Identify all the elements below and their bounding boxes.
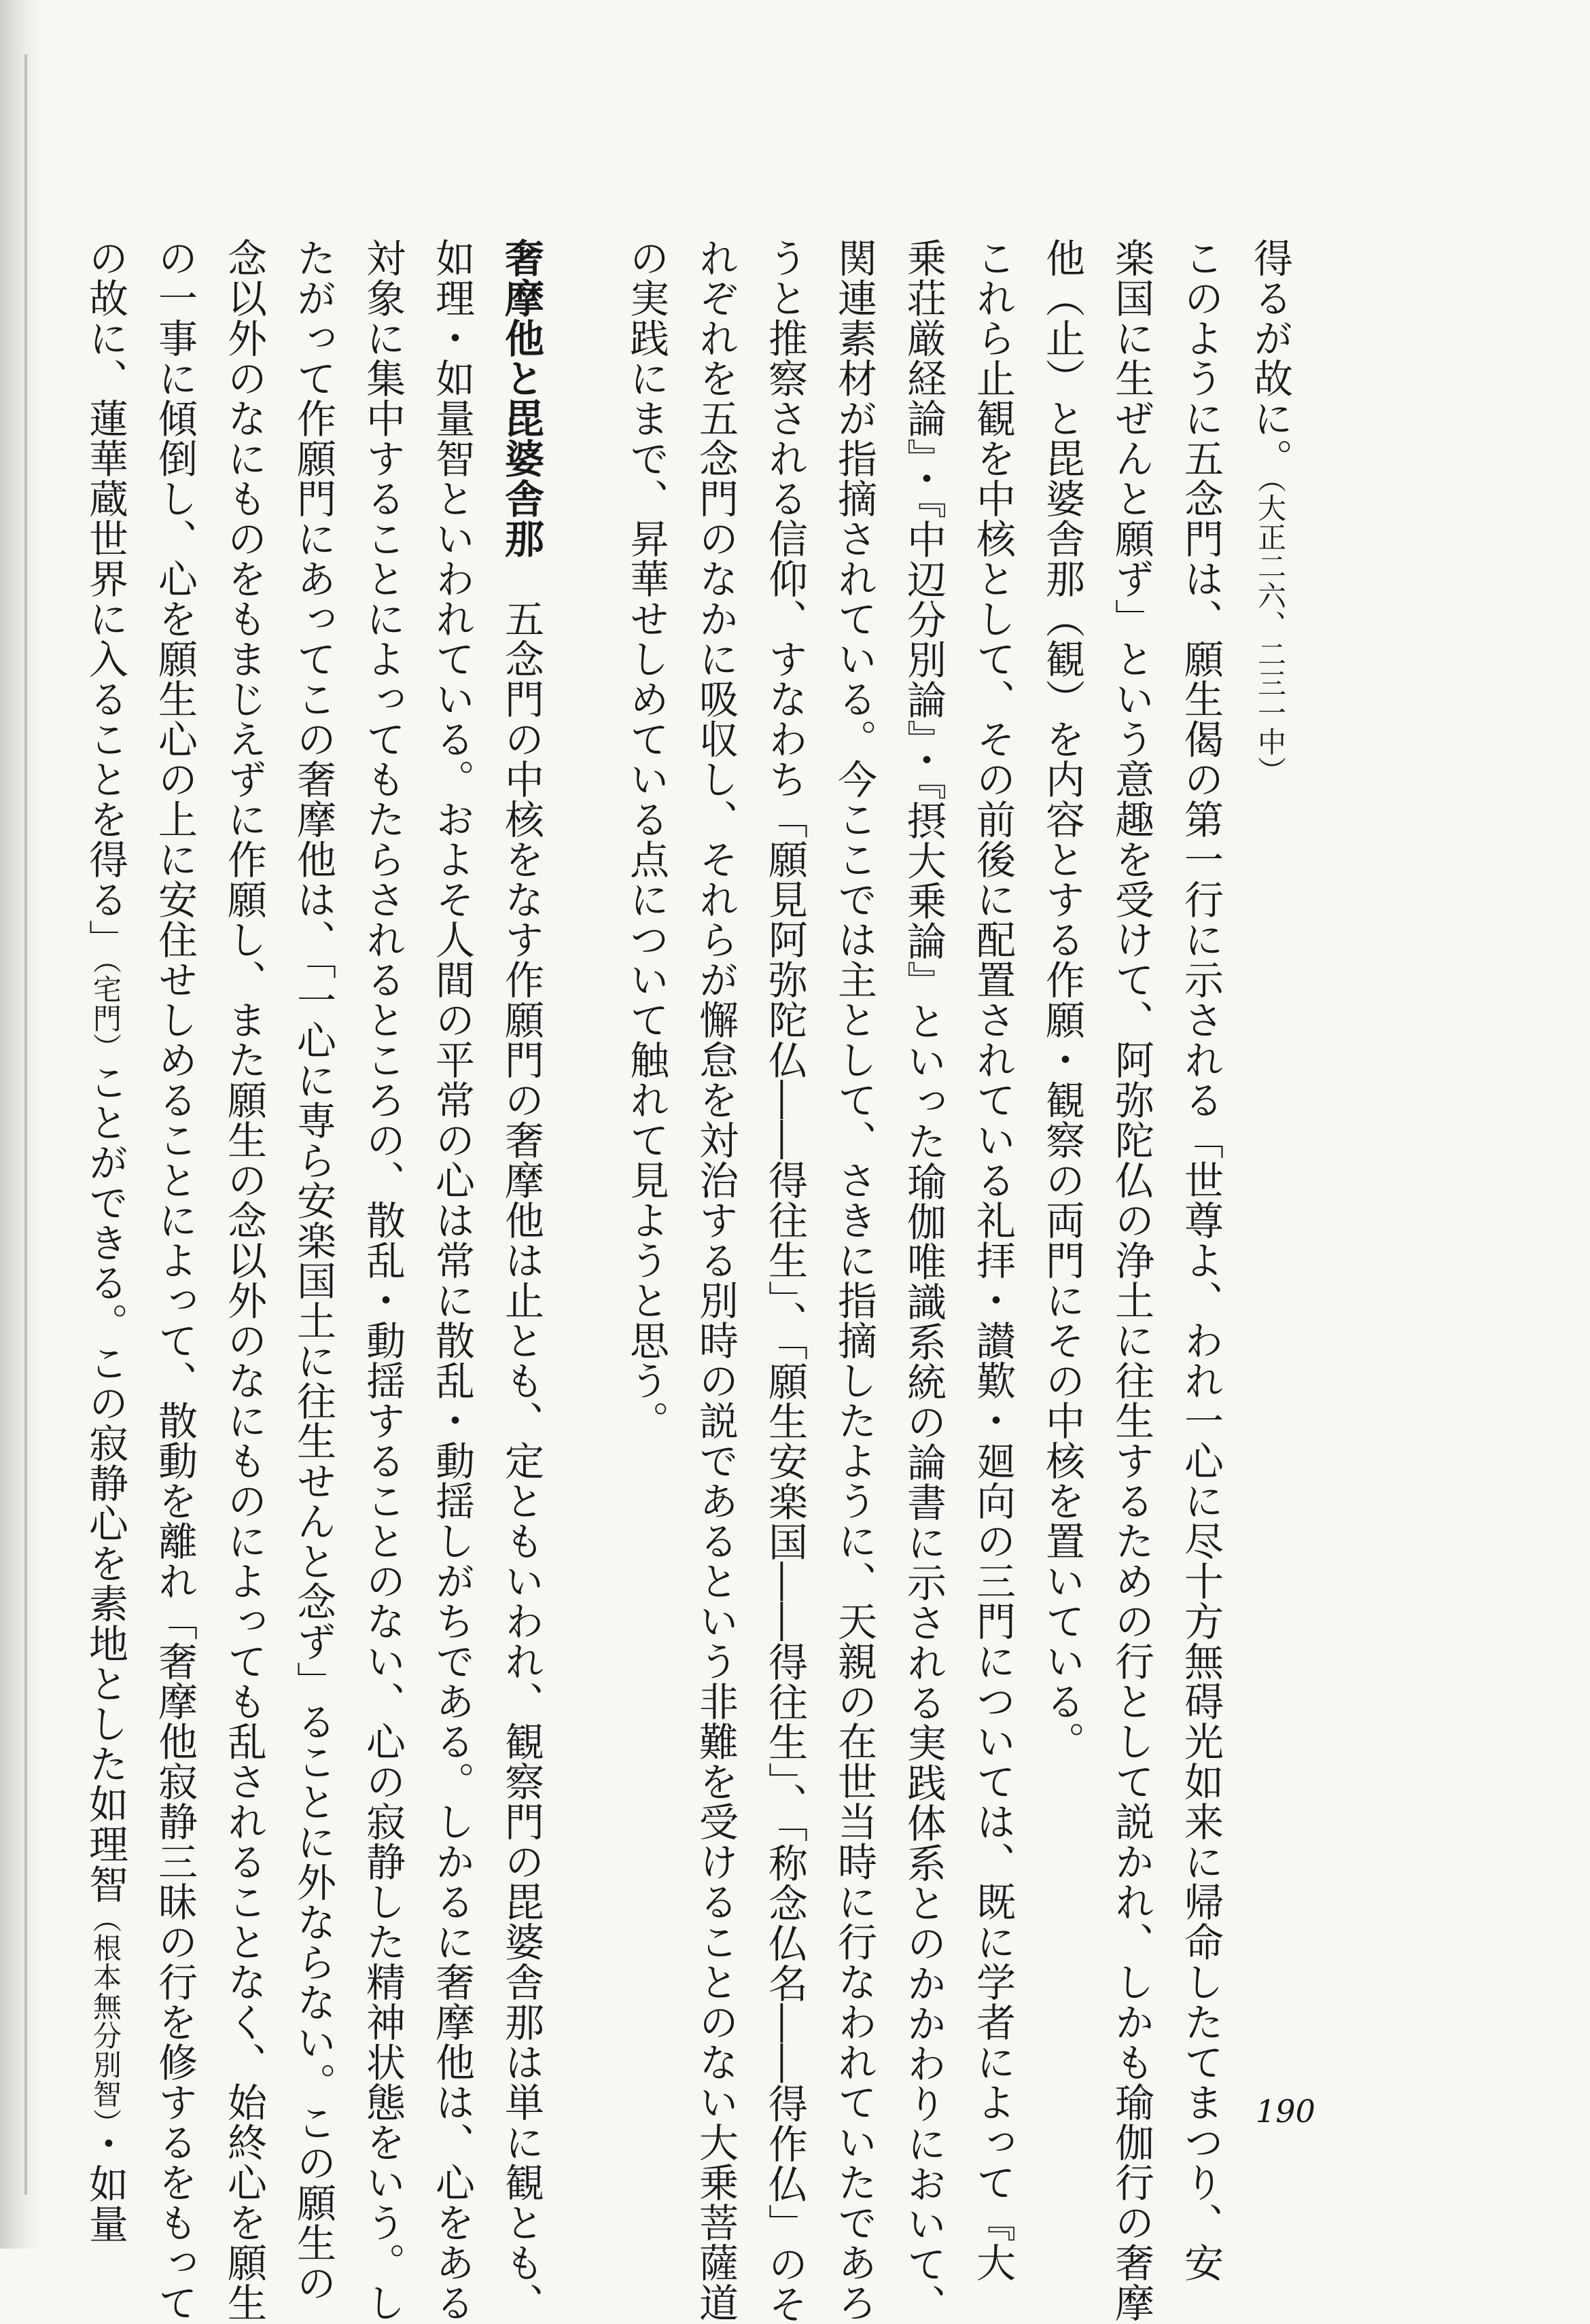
text-line: たがって作願門にあってこの奢摩他は、「一心に専ら安楽国土に往生せんと念ず」ることに外ならない。この願生の [290, 238, 336, 2303]
citation-note: （宅門） [89, 959, 122, 1062]
section-heading-line: 奢摩他と毘婆舎那 五念門の中核をなす作願門の奢摩他は止とも、定ともいわれ、観察門の毘婆舎那は単に観とも、 [498, 238, 544, 2323]
text-line: 関連素材が指摘されている。今ここでは主として、さきに指摘したように、天親の在世当時に行なわれていたであろ [831, 238, 877, 2323]
citation-note: （根本無分別智） [89, 1904, 122, 2124]
text-line: の故に、蓮華蔵世界に入ることを得る」（宅門）ことができる。この寂静心を素地とした如理智（根本無分別智）・如量 [82, 238, 128, 2244]
text-line: れぞれを五念門のなかに吸収し、それらが懈怠を対治する別時の説であるという非難を受けることのない大乗菩薩道 [692, 238, 739, 2323]
text-line: うと推察される信仰、すなわち「願見阿弥陀仏――得往生」、「願生安楽国――得往生」、「称念仏名――得作仏」のそ [762, 238, 808, 2324]
text-line: の実践にまで、昇華せしめている点について触れて見ようと思う。 [623, 238, 669, 1441]
page-binding-line [24, 54, 27, 2195]
text-line: 乗荘厳経論』・『中辺分別論』・『摂大乗論』といった瑜伽唯識系統の論書に示される実践体系とのかかわりにおいて、 [900, 238, 947, 2324]
section-gap [556, 238, 612, 2005]
text-line: 対象に集中することによってもたらされるところの、散乱・動揺することのない、心の寂静した精神状態をいう。し [359, 238, 406, 2323]
text-line: このように五念門は、願生偈の第一行に示される「世尊よ、われ一心に尽十方無碍光如来に帰命したてまつり、安 [1178, 238, 1224, 2283]
text-line: 念以外のなにものをもまじえずに作願し、また願生の念以外のなにものによっても乱されることなく、始終心を願生 [221, 238, 267, 2323]
text-line: の一事に傾倒し、心を願生心の上に安住せしめることによって、散動を離れ「奢摩他寂静三昧の行を修するをもって [152, 238, 198, 2323]
text-line: 如理・如量智といわれている。およそ人間の平常の心は常に散乱・動揺しがちである。しかるに奢摩他は、心をある [429, 238, 475, 2323]
text-line: 得るが故に。（大正二六、二三一中） [1247, 238, 1293, 786]
citation-note: （大正二六、二三一中） [1254, 478, 1287, 786]
text-line: 楽国に生ぜんと願ず」という意趣を受けて、阿弥陀仏の浄土に往生するための行として説かれ、しかも瑜伽行の奢摩 [1108, 238, 1154, 2323]
page-binding-edge [0, 0, 41, 2249]
section-heading: 奢摩他と毘婆舎那 [498, 238, 544, 559]
page-number: 190 [1256, 2093, 1315, 2130]
text-line: 他（止）と毘婆舎那（観）を内容とする作願・観察の両門にその中核を置いている。 [1039, 238, 1085, 1761]
text-line: これら止観を中核として、その前後に配置されている礼拝・讃歎・廻向の三門については、既に学者によって『大 [970, 238, 1016, 2283]
